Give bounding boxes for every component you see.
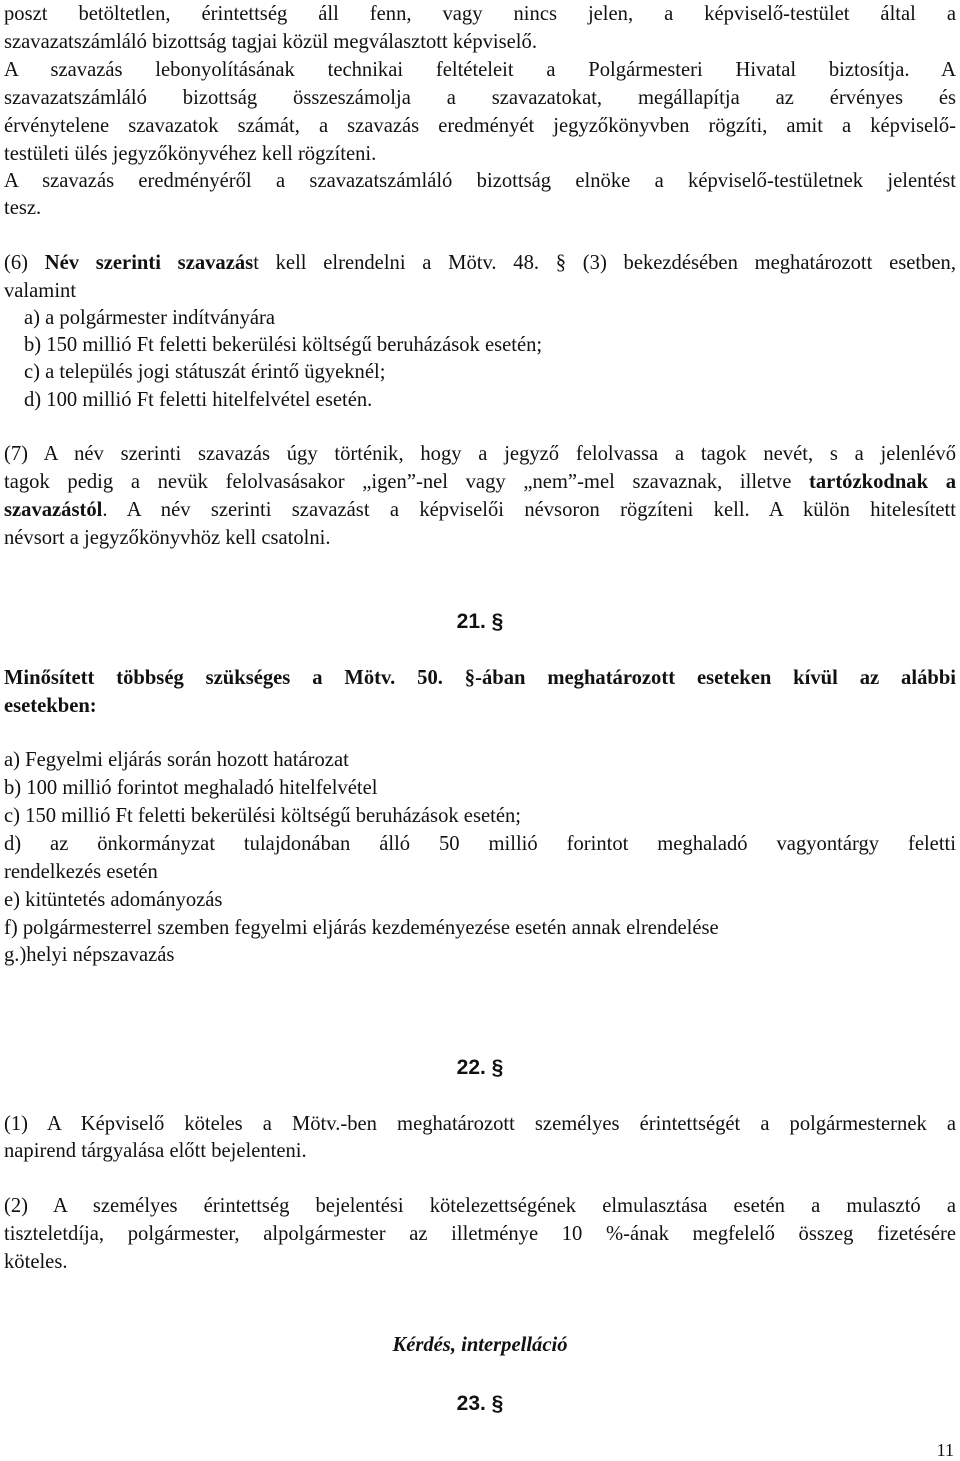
- text-line: szavazatszámláló bizottság tagjai közül megválasztott képviselő.: [4, 31, 537, 53]
- section-21-title: esetekben:: [4, 695, 97, 717]
- text-line: (7) A név szerinti szavazás úgy történik, hogy a jegyző felolvassa a tagok nevét, s a jelenlévő: [4, 443, 956, 465]
- text-line: névsort a jegyzőkönyvhöz kell csatolni.: [4, 527, 331, 549]
- section-heading-21: 21. §: [456, 610, 504, 633]
- bold-term: szavazástól: [4, 499, 103, 521]
- list-item: b) 150 millió Ft feletti bekerülési költségű beruházások esetén;: [24, 334, 543, 356]
- list-item: c) 150 millió Ft feletti bekerülési költségű beruházások esetén;: [4, 805, 521, 827]
- list-item: e) kitüntetés adományozás: [4, 889, 223, 911]
- text-line: [4, 496, 956, 524]
- list-item: rendelkezés esetén: [4, 861, 158, 883]
- text-line: testületi ülés jegyzőkönyvéhez kell rögzíteni.: [4, 143, 377, 165]
- list-item: f) polgármesterrel szemben fegyelmi eljárás kezdeményezése esetén annak elrendelése: [4, 917, 719, 939]
- text-line: szavazatszámláló bizottság összeszámolja a szavazatokat, megállapítja az érvényes és: [4, 87, 956, 109]
- bold-term: tartózkodnak a: [809, 471, 956, 493]
- list-item: c) a település jogi státuszát érintő ügyeknél;: [24, 361, 386, 383]
- section-21-title: Minősített többség szükséges a Mötv. 50. §-ában meghatározott eseteken kívül az alábbi: [4, 667, 956, 689]
- paragraph-number: (6): [4, 252, 45, 274]
- text-span: tagok pedig a nevük felolvasásakor „igen”-nel vagy „nem”-mel szavaznak, illetve: [4, 471, 810, 493]
- list-item: a) a polgármester indítványára: [24, 307, 276, 329]
- list-item: g.)helyi népszavazás: [4, 944, 175, 966]
- section-heading-22: 22. §: [456, 1056, 504, 1079]
- list-item: a) Fegyelmi eljárás során hozott határozat: [4, 749, 349, 771]
- page-number: 11: [936, 1440, 954, 1460]
- text-line: köteles.: [4, 1251, 68, 1273]
- list-item: d) az önkormányzat tulajdonában álló 50 millió forintot meghaladó vagyontárgy feletti: [4, 833, 956, 855]
- text-line: tesz.: [4, 197, 42, 219]
- text-span: t kell elrendelni a Mötv. 48. § (3) bekezdésében meghatározott esetben,: [253, 252, 956, 274]
- list-item: b) 100 millió forintot meghaladó hitelfelvétel: [4, 777, 378, 799]
- text-line: napirend tárgyalása előtt bejelenteni.: [4, 1140, 307, 1162]
- text-line: [4, 468, 956, 496]
- section-title: Kérdés, interpelláció: [392, 1334, 568, 1356]
- text-span: . A név szerinti szavazást a képviselői névsoron rögzíteni kell. A külön hitelesített: [102, 499, 956, 521]
- text-line: tiszteletdíja, polgármester, alpolgármester az illetménye 10 %-ának megfelelő összeg fizetésére: [4, 1223, 956, 1245]
- text-line: A szavazás eredményéről a szavazatszámláló bizottság elnöke a képviselő-testületnek jelentést: [4, 170, 956, 192]
- list-item: d) 100 millió Ft feletti hitelfelvétel esetén.: [24, 389, 373, 411]
- text-line: poszt betöltetlen, érintettség áll fenn, vagy nincs jelen, a képviselő-testület által a: [4, 3, 956, 25]
- paragraph-6-intro: [4, 249, 956, 277]
- text-line: (2) A személyes érintettség bejelentési kötelezettségének elmulasztása esetén a mulasztó a: [4, 1195, 956, 1217]
- bold-term: Név szerinti szavazás: [44, 252, 254, 274]
- section-heading-23: 23. §: [456, 1392, 504, 1415]
- text-line: (1) A Képviselő köteles a Mötv.-ben meghatározott személyes érintettségét a polgármesternek a: [4, 1113, 956, 1135]
- text-line: A szavazás lebonyolításának technikai feltételeit a Polgármesteri Hivatal biztosítja. A: [4, 59, 956, 81]
- text-line: érvénytelene szavazatok számát, a szavazás eredményét jegyzőkönyvben rögzíti, amit a képviselő-: [4, 115, 956, 137]
- text-line: valamint: [4, 280, 77, 302]
